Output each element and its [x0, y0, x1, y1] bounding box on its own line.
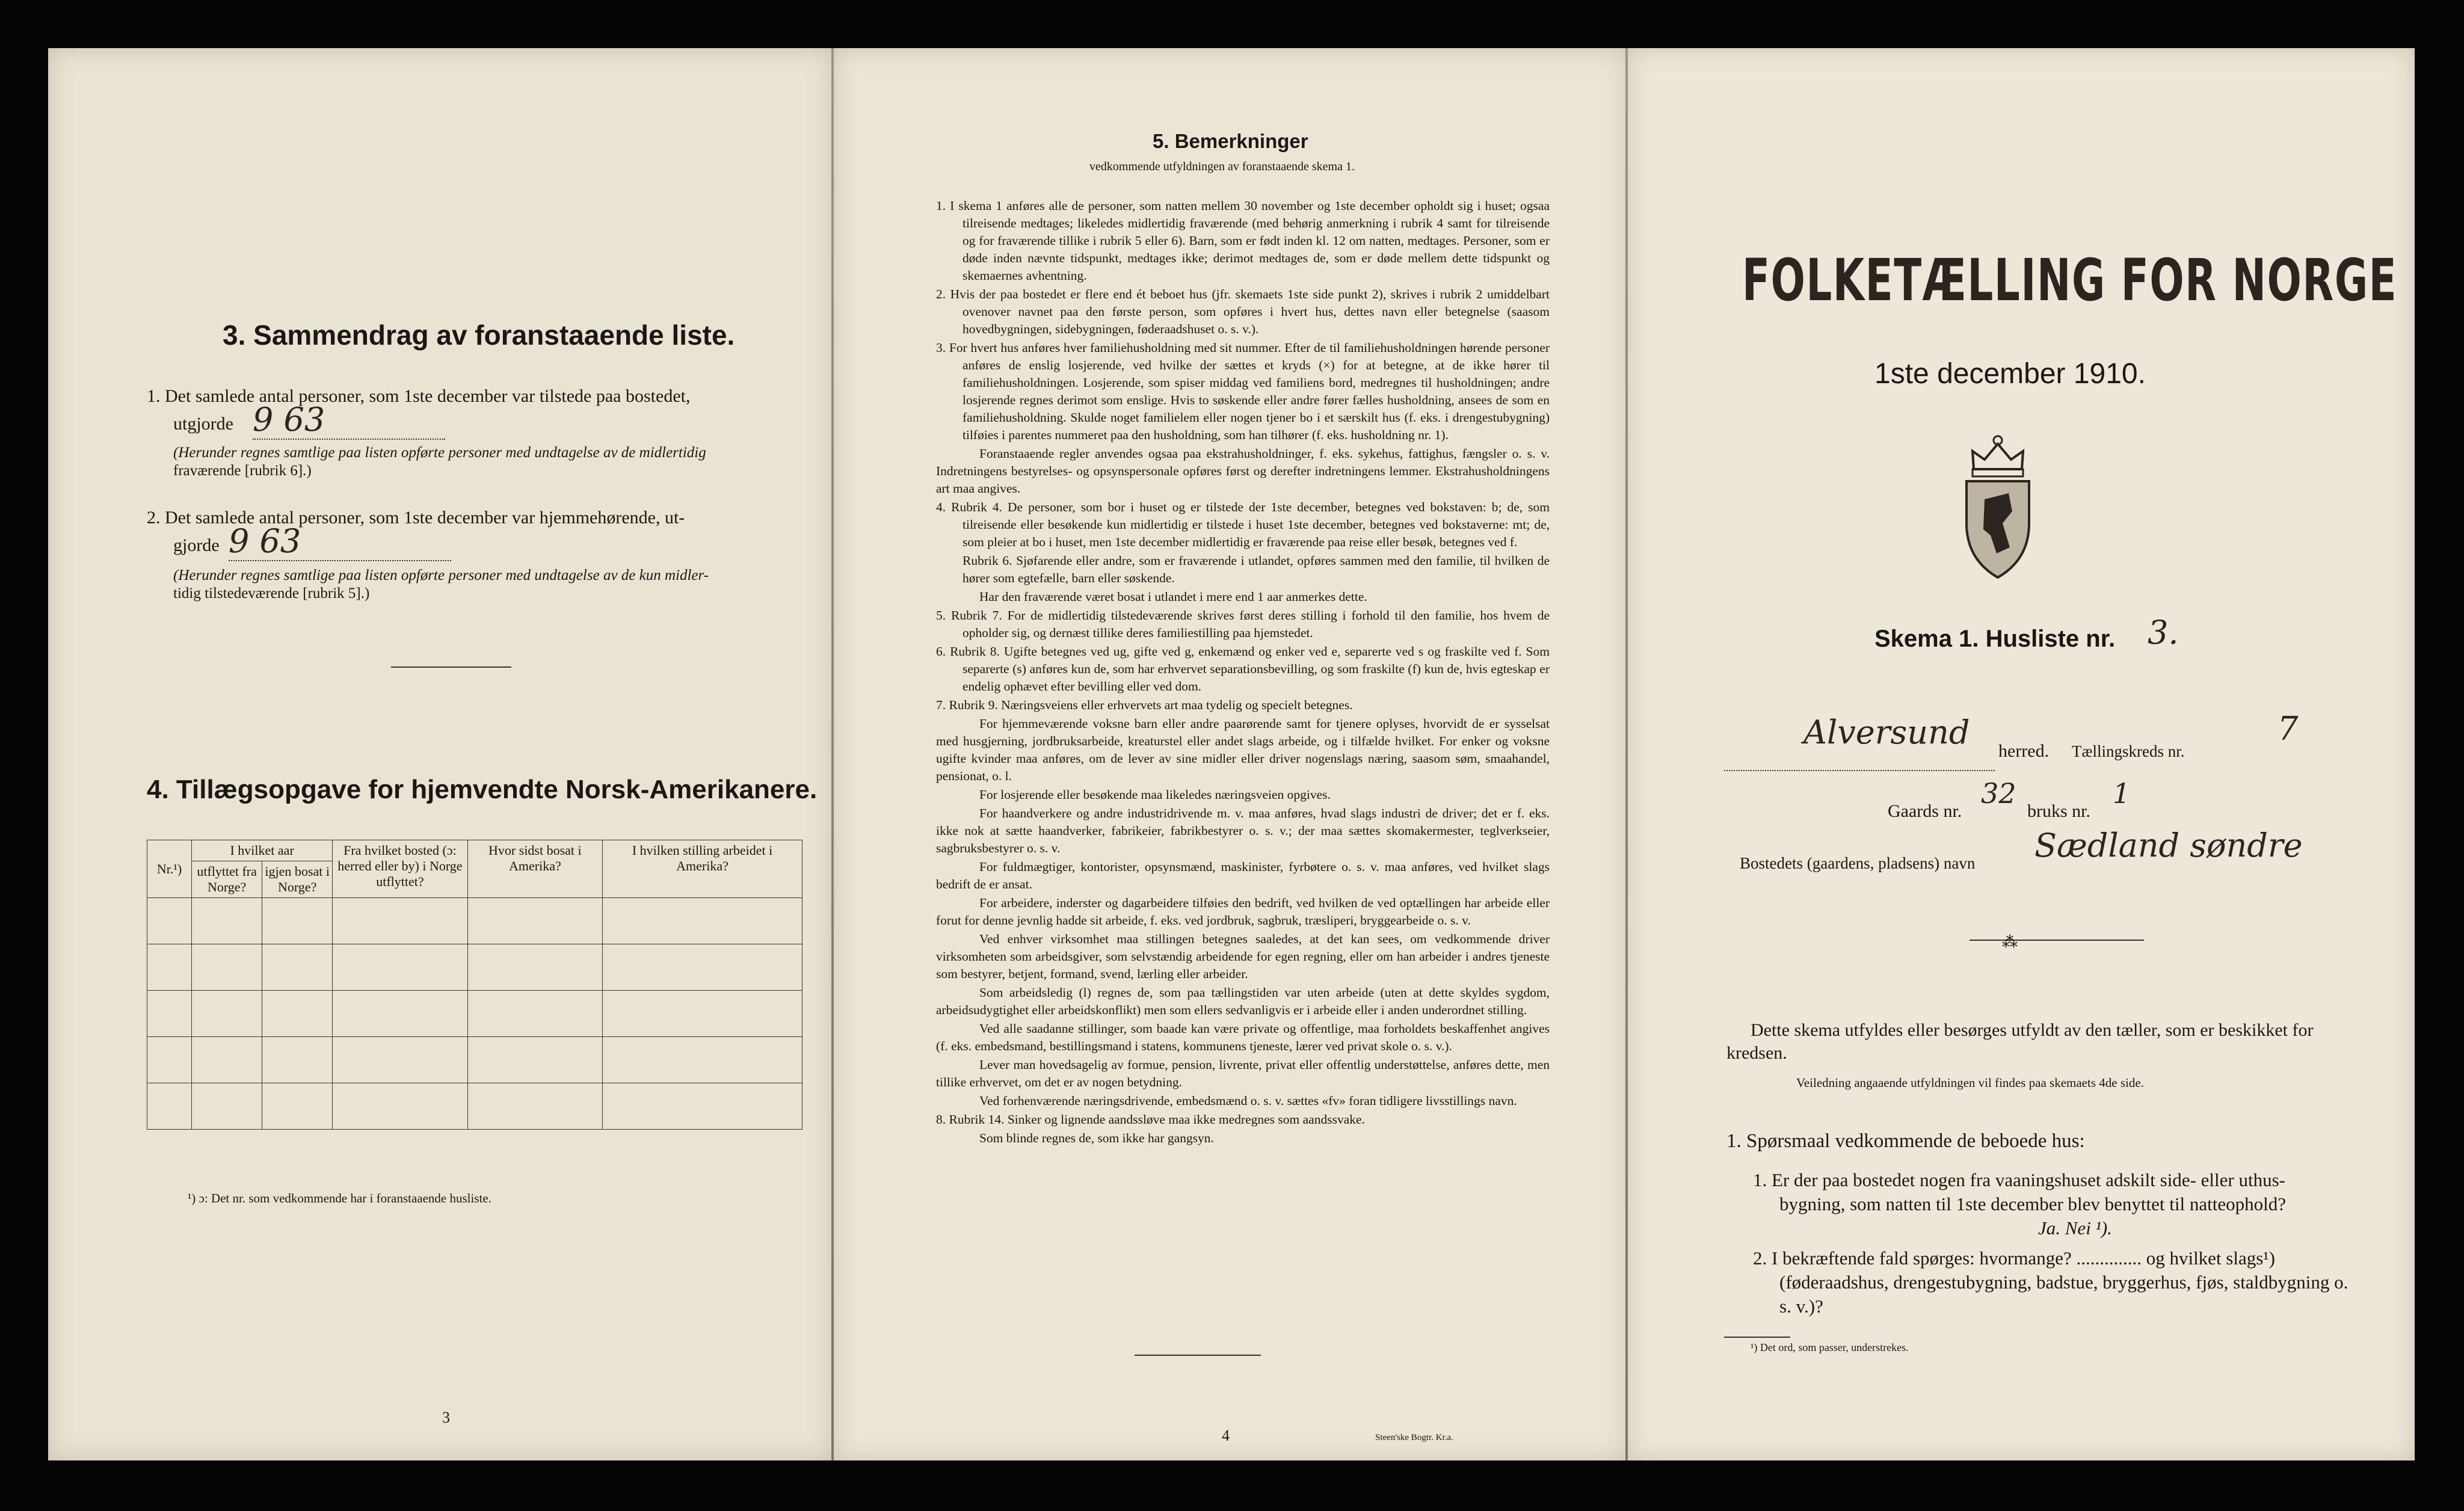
remark-3: 3. For hvert hus anføres hver familiehusholdning med sit nummer. Efter de til familiehusholdningen hørende personer anføres de enslig losjerende, ved hvilke der sættes et kryds (×) for at betegne, at de ikke hører til familiehusholdningen. Losjerende, som spiser middag ved familiens bord, medregnes til husholdningen; andre losjerende regnes derimot som enslige. Hvis to søskende eller andre fører fælles husholdning, ansees de som en familiehusholdning. Skulde noget familielem eller nogen tjener bo i et særskilt hus (f. eks. i drengestubygning) tilføies i parentes nummeret paa den husholdning, som han tilhører (f. eks. husholdning nr. 1).: [936, 340, 1550, 442]
divider: [1135, 1355, 1261, 1356]
remark-8: 8. Rubrik 14. Sinker og lignende aandssløve maa ikke medregnes som aandssvake.: [936, 1112, 1365, 1127]
gaards-label: Gaards nr.: [1888, 801, 1962, 821]
q1-note-1: (Herunder regnes samtlige paa listen opførte personer med undtagelse av de midlertidig: [173, 445, 706, 461]
q2-text: 2. Det samlede antal personer, som 1ste december var hjemmehørende, ut-: [147, 508, 685, 528]
bruks-label: bruks nr.: [2027, 801, 2090, 821]
remark-7: 7. Rubrik 9. Næringsveiens eller erhvervets art maa tydelig og specielt betegnes.: [936, 698, 1353, 712]
table-row[interactable]: [147, 1083, 802, 1130]
footnote: ¹) Det ord, som passer, understrekes.: [1751, 1341, 1909, 1353]
footnote: ¹) ɔ: Det nr. som vedkommende har i foranstaaende husliste.: [188, 1191, 491, 1205]
remark-7h: Ved alle saadanne stillinger, som baade kan være private og offentlige, maa forholdets beskaffenhet angives (f. eks. embedsmand, bestillingsmand i statens, kommunens tjeneste, lærer ved privat skole o. s. v.).: [936, 1021, 1550, 1053]
remark-7f: Ved enhver virksomhet maa stillingen betegnes saaledes, at det kan sees, om vedkommende driver virksomheten som arbeidsgiver, som selvstændig arbeidende for egen regning, eller om han arbeider i andres tjeneste som bestyrer, betjent, formand, svend, lærling eller arbeider.: [936, 932, 1550, 981]
remark-7a: For hjemmeværende voksne barn eller andre paarørende samt for tjenere oplyses, hvorvidt de er sysselsat med husgjerning, jordbruksarbeide, kreaturstel eller andet slags arbeide, og i tilfælde hvilket. For enker og voksne ugifte kvinder maa anføres, om de lever av sine midler eller driver nogenslags næring, saasom søm, smaahandel, pensionat, o. l.: [936, 716, 1550, 783]
bosted-value[interactable]: Sædland søndre: [2034, 826, 2303, 864]
remark-4: 4. Rubrik 4. De personer, som bor i huset og er tilstede der 1ste december, betegnes ved bokstaven: b; de, som tilreisende eller besøkende kun midlertidig er tilstede i huset 1ste december, betegnes ved bokstaverne: mt; de, som pleier at bo i huset, men 1ste december midlertidig er fraværende paa reise eller besøk, betegnes ved f.: [936, 500, 1550, 549]
herred-label: herred.: [1998, 741, 2050, 761]
remark-7i: Lever man hovedsagelig av formue, pension, livrente, privat eller offentlig understøttelse, anføres dette, men tillike erhvervet, om det er av nogen betydning.: [936, 1057, 1550, 1089]
husliste-number[interactable]: 3.: [2148, 614, 2179, 651]
section-4-title: 4. Tillægsopgave for hjemvendte Norsk-Amerikanere.: [147, 775, 818, 804]
col-year-group: I hvilket aar: [192, 840, 333, 861]
skema-label: Skema 1. Husliste nr.: [1874, 626, 2116, 652]
page-4: [834, 48, 1627, 1460]
remarks-subtitle: vedkommende utfyldningen av foranstaaende skema 1.: [1089, 160, 1355, 173]
col-emigrated: utflyttet fra Norge?: [192, 861, 262, 898]
table-row[interactable]: [147, 898, 802, 944]
q1-text: 1. Det samlede antal personer, som 1ste december var tilstede paa bostedet,: [147, 386, 691, 406]
q2-prefix: gjorde: [173, 535, 220, 555]
remark-7d: For fuldmægtiger, kontorister, opsynsmænd, maskinister, fyrbøtere o. s. v. maa anføres, ved hvilket slags bedrift de er ansat.: [936, 860, 1550, 891]
remark-3b: Foranstaaende regler anvendes ogsaa paa ekstrahusholdninger, f. eks. sykehus, fattighus, fængsler o. s. v. Indretningens bestyrelses- og opsynspersonale opføres først og derefter indretningens lemmer. Ekstrahusholdningens art maa angives.: [936, 446, 1550, 496]
footnote-rule: [1724, 1337, 1790, 1338]
question-1-answer[interactable]: Ja. Nei ¹).: [2038, 1217, 2112, 1239]
q1-value[interactable]: 9 63: [253, 401, 445, 440]
gaards-value[interactable]: 32: [1981, 777, 2016, 810]
q2-note-2: tidig tilstedeværende [rubrik 5].): [173, 585, 370, 602]
kreds-label: Tællingskreds nr.: [2072, 742, 2185, 760]
section-3-title: 3. Sammendrag av foranstaaende liste.: [223, 319, 735, 351]
remark-7j: Ved forhenværende næringsdrivende, embedsmænd o. s. v. sættes «fv» foran tidligere livsstillings navn.: [979, 1094, 1517, 1108]
col-last-residence: Hvor sidst bosat i Amerika?: [467, 840, 602, 898]
remark-7b: For losjerende eller besøkende maa likeledes næringsveien opgives.: [979, 787, 1331, 802]
remark-5: 5. Rubrik 7. For de midlertidig tilstedeværende skrives først deres stilling i forhold til den familie, hos hvem de opholder sig, og dernæst tillike deres familiestilling paa hjemstedet.: [936, 608, 1550, 640]
table-row[interactable]: [147, 991, 802, 1037]
page-1-cover: [1628, 48, 2415, 1460]
divider: [391, 666, 511, 668]
page-number: 3: [442, 1409, 450, 1426]
remark-6: 6. Rubrik 8. Ugifte betegnes ved ug, gifte ved g, enkemænd og enker ved e, separerte ved s og fraskilte ved f. Som separerte (s) anføres kun de, som har erhvervet separationsbevilling, og som fraskilte (f) kun de, hvis egteskap er endelig ophævet efter bevilling eller ved dom.: [936, 644, 1550, 694]
divider: [1970, 940, 2144, 941]
q1-prefix: utgjorde: [173, 414, 233, 434]
herred-value[interactable]: Alversund: [1803, 713, 1970, 751]
kreds-value[interactable]: 7: [2278, 710, 2299, 748]
remark-4b: Rubrik 6. Sjøfarende eller andre, som er fraværende i utlandet, opføres sammen med den familie, til hvilken de hører som egtefælle, barn eller søskende.: [962, 553, 1550, 585]
q2-note-1: (Herunder regnes samtlige paa listen opførte personer med undtagelse av de kun midler-: [173, 567, 709, 583]
norway-coat-of-arms-icon: [1960, 433, 2035, 583]
table-row[interactable]: [147, 944, 802, 991]
question-2: 2. I bekræftende fald spørges: hvormange? .............. og hvilket slags¹) (føderaadshus, drengestubygning, badstue, bryggerhus, fjøs, staldbygning o. s. v.)?: [1753, 1248, 2348, 1317]
page-number: 4: [1222, 1427, 1230, 1444]
remark-7c: For haandverkere og andre industridrivende m. v. maa anføres, hvad slags industri de driver; det er f. eks. ikke nok at sætte haandverker, fabrikeier, fabrikbestyrer o. s. v.; der maa sættes skomakermester, teglverkseier, sagbruksbestyrer o. s. v.: [936, 806, 1550, 855]
instruction-2: Veiledning angaaende utfyldningen vil findes paa skemaets 4de side.: [1796, 1076, 2144, 1090]
ornament: ⁂: [2002, 934, 2018, 951]
remark-1: 1. I skema 1 anføres alle de personer, som natten mellem 30 november og 1ste december opholdt sig i huset; ogsaa tilreisende medtages; likeledes midlertidig fraværende (med behørig anmerkning i rubrik 4 samt for tilreisende og for fraværende tillike i rubrik 5 eller 6). Barn, som er født inden kl. 12 om natten, medtages. Personer, som er døde inden nævnte tidspunkt, medtages ikke; derimot medtages de, som er døde mellem dette tidspunkt og skemaernes avhentning.: [936, 198, 1550, 283]
col-returned: igjen bosat i Norge?: [262, 861, 333, 898]
remark-2: 2. Hvis der paa bostedet er flere end ét beboet hus (jfr. skemaets 1ste side punkt 2), skrives i rubrik 2 umiddelbart ovenover navnet paa den første person, som opføres i hvert hus, dettes navn eller betegnelse (saasom hovedbygningen, sidebygningen, føderaadshuset o. s. v.).: [936, 287, 1550, 336]
table-row[interactable]: [147, 1037, 802, 1083]
remarks-body: [936, 197, 1550, 1148]
remark-8b: Som blinde regnes de, som ikke har gangsyn.: [979, 1131, 1214, 1145]
q2-value[interactable]: 9 63: [229, 522, 451, 561]
q1-note-2: fraværende [rubrik 6].): [173, 463, 312, 479]
census-date: 1ste december 1910.: [1874, 358, 2146, 390]
bruks-value[interactable]: 1: [2113, 777, 2131, 810]
instruction-1: Dette skema utfyldes eller besørges utfyldt av den tæller, som er beskikket for kredsen.: [1726, 1020, 2314, 1063]
col-nr: Nr.¹): [147, 840, 192, 898]
remark-4c: Har den fraværende været bosat i utlandet i mere end 1 aar anmerkes dette.: [979, 589, 1367, 604]
col-from-place: Fra hvilket bosted (ɔ: herred eller by) i Norge utflyttet?: [333, 840, 467, 898]
main-title: FOLKETÆLLING FOR NORGE: [1742, 247, 2398, 314]
norsk-amerikanere-table: [147, 840, 802, 1130]
remarks-title: 5. Bemerkninger: [1153, 130, 1308, 152]
page-3: [48, 48, 833, 1460]
questions-title: 1. Spørsmaal vedkommende de beboede hus:: [1726, 1130, 2085, 1152]
col-occupation: I hvilken stilling arbeidet i Amerika?: [603, 840, 802, 898]
remark-7e: For arbeidere, inderster og dagarbeidere tilføies den bedrift, ved hvilken de ved optællingen har arbeide eller forut for denne jevnlig hadde sit arbeide, f. eks. ved jordbruk, sagbruk, træsliperi, bryggearbeide o. s. v.: [936, 896, 1550, 928]
question-1: 1. Er der paa bostedet nogen fra vaaningshuset adskilt side- eller uthus-bygning, som natten til 1ste december blev benyttet til natteophold?: [1753, 1169, 2286, 1214]
printer-mark: Steen'ske Bogtr. Kr.a.: [1375, 1433, 1453, 1442]
remark-7g: Som arbeidsledig (l) regnes de, som paa tællingstiden var uten arbeide (uten at dette skyldes sygdom, arbeidsudygtighet eller arbeidskonflikt) men som ellers sedvanligvis er i arbeide eller i anden underordnet stilling.: [936, 985, 1550, 1017]
bosted-label: Bostedets (gaardens, pladsens) navn: [1740, 854, 1976, 872]
